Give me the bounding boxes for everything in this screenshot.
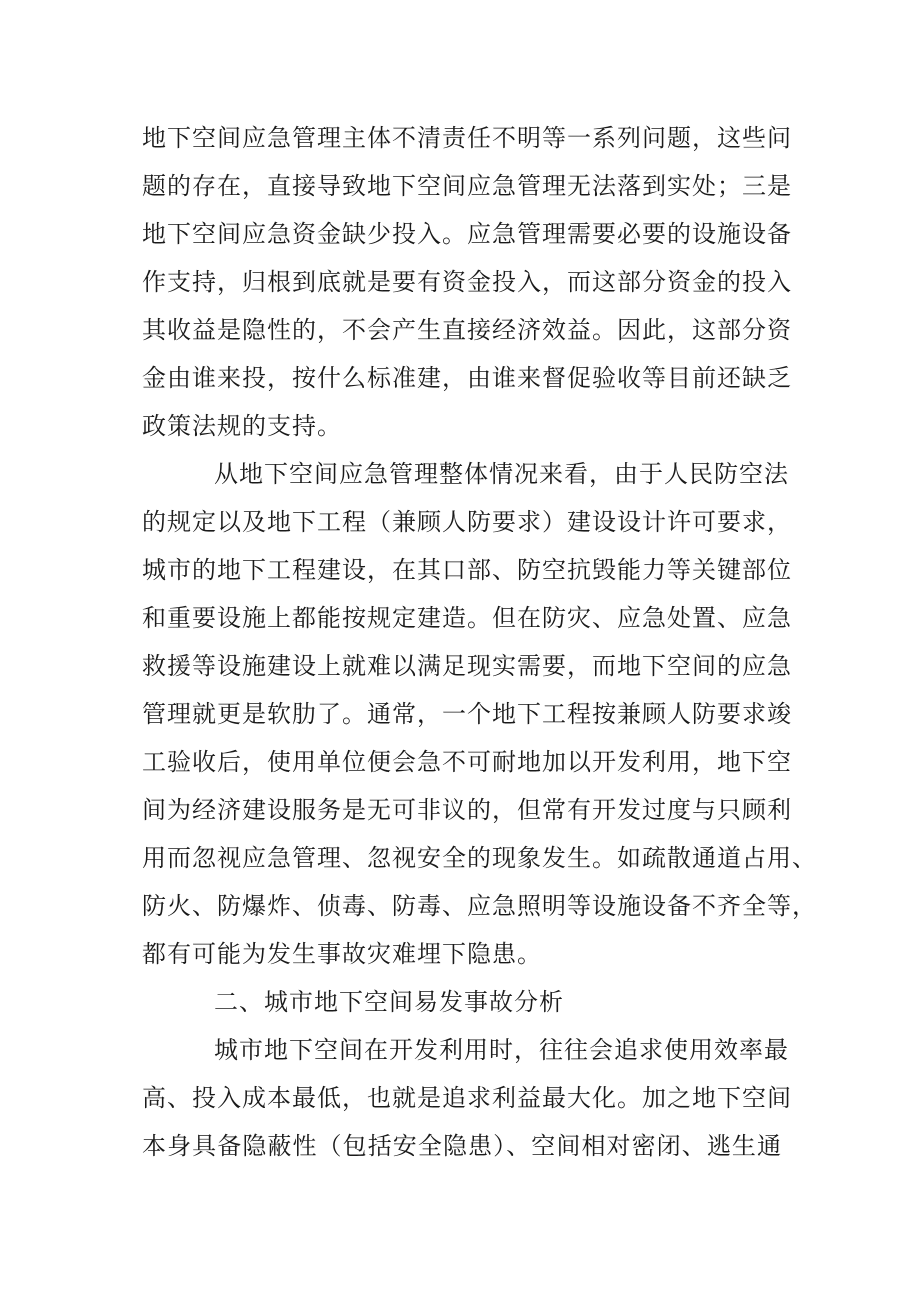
paragraph-line: 救援等设施建设上就难以满足现实需要，而地下空间的应急 [142, 652, 792, 680]
section-heading: 二、城市地下空间易发事故分析 [214, 988, 564, 1016]
paragraph-line: 间为经济建设服务是无可非议的，但常有开发过度与只顾利 [142, 796, 792, 824]
paragraph-line: 都有可能为发生事故灾难埋下隐患。 [142, 940, 542, 968]
paragraph-line: 地下空间应急资金缺少投入。应急管理需要必要的设施设备 [142, 220, 792, 248]
paragraph-first-line: 从地下空间应急管理整体情况来看，由于人民防空法 [214, 460, 789, 488]
paragraph-line: 金由谁来投，按什么标准建，由谁来督促验收等目前还缺乏 [142, 364, 792, 392]
paragraph-line: 的规定以及地下工程（兼顾人防要求）建设设计许可要求， [142, 508, 792, 536]
paragraph-line: 防火、防爆炸、侦毒、防毒、应急照明等设施设备不齐全等， [142, 892, 817, 920]
paragraph-line: 工验收后，使用单位便会急不可耐地加以开发利用，地下空 [142, 748, 792, 776]
paragraph-line: 高、投入成本最低，也就是追求利益最大化。加之地下空间 [142, 1084, 792, 1112]
paragraph-line: 题的存在，直接导致地下空间应急管理无法落到实处；三是 [142, 172, 792, 200]
paragraph-line: 本身具备隐蔽性（包括安全隐患）、空间相对密闭、逃生通 [142, 1132, 782, 1160]
paragraph-first-line: 城市地下空间在开发利用时，往往会追求使用效率最 [214, 1036, 789, 1064]
paragraph-line: 作支持，归根到底就是要有资金投入，而这部分资金的投入 [142, 268, 792, 296]
paragraph-line: 管理就更是软肋了。通常，一个地下工程按兼顾人防要求竣 [142, 700, 792, 728]
paragraph-line: 用而忽视应急管理、忽视安全的现象发生。如疏散通道占用、 [142, 844, 817, 872]
paragraph-line: 地下空间应急管理主体不清责任不明等一系列问题，这些问 [142, 124, 792, 152]
paragraph-line: 政策法规的支持。 [142, 412, 342, 440]
paragraph-line: 城市的地下工程建设，在其口部、防空抗毁能力等关键部位 [142, 556, 792, 584]
paragraph-line: 和重要设施上都能按规定建造。但在防灾、应急处置、应急 [142, 604, 792, 632]
paragraph-line: 其收益是隐性的，不会产生直接经济效益。因此，这部分资 [142, 316, 792, 344]
